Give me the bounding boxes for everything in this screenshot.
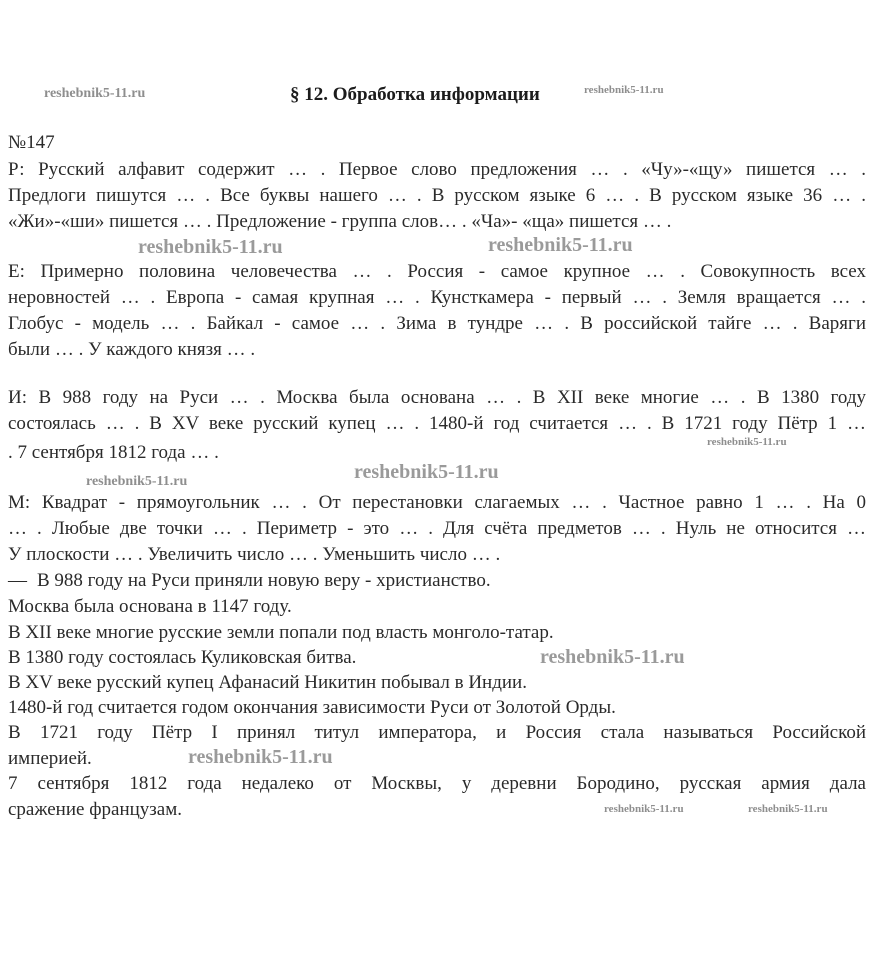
- text-line: «Жи»-«ши» пишется … . Предложение - группа слов… . «Ча»- «ща» пишется … .: [8, 211, 672, 232]
- text-line: Глобус - модель … . Байкал - самое … . Зима в тундре … . В российской тайге … . Варяги: [8, 313, 866, 334]
- watermark: reshebnik5-11.ru: [604, 803, 684, 815]
- text-line: были … . У каждого князя … .: [8, 339, 256, 360]
- page-title: § 12. Обработка информации: [290, 84, 540, 105]
- answer-line: В XII веке многие русские земли попали под власть монголо-татар.: [8, 622, 554, 643]
- text-line: Е: Примерно половина человечества … . Россия - самое крупное … . Совокупность всех: [8, 261, 866, 282]
- watermark: reshebnik5-11.ru: [86, 474, 188, 489]
- dash: —: [8, 570, 27, 591]
- watermark: reshebnik5-11.ru: [138, 236, 283, 258]
- watermark: reshebnik5-11.ru: [584, 84, 664, 96]
- text-line: Р: Русский алфавит содержит … . Первое слово предложения … . «Чу»-«щу» пишется … .: [8, 159, 866, 180]
- answer-line: империей.: [8, 748, 92, 769]
- watermark: reshebnik5-11.ru: [354, 461, 499, 483]
- answer-line: сражение французам.: [8, 799, 182, 820]
- answer-line: 1480-й год считается годом окончания зависимости Руси от Золотой Орды.: [8, 697, 616, 718]
- text-line: состоялась … . В XV веке русский купец … . 1480-й год считается … . В 1721 году Пётр 1 …: [8, 413, 866, 434]
- text-line: … . Любые две точки … . Периметр - это … . Для счёта предметов … . Нуль не относится …: [8, 518, 866, 539]
- answer-line: В 1380 году состоялась Куликовская битва.: [8, 647, 357, 668]
- text-line: У плоскости … . Увеличить число … . Уменьшить число … .: [8, 544, 501, 565]
- text-line: М: Квадрат - прямоугольник … . От перестановки слагаемых … . Частное равно 1 … . На 0: [8, 492, 866, 513]
- text-line: . 7 сентября 1812 года … .: [8, 442, 219, 463]
- answer-text: В 988 году на Руси приняли новую веру - христианство.: [37, 570, 491, 591]
- answer-line: 7 сентября 1812 года недалеко от Москвы, у деревни Бородино, русская армия дала: [8, 773, 866, 794]
- text-line: неровностей … . Европа - самая крупная … . Кунсткамера - первый … . Земля вращается … .: [8, 287, 866, 308]
- watermark: reshebnik5-11.ru: [707, 436, 787, 448]
- text-line: Предлоги пишутся … . Все буквы нашего … . В русском языке 6 … . В русском языке 36 … .: [8, 185, 866, 206]
- watermark: reshebnik5-11.ru: [188, 746, 333, 768]
- watermark: reshebnik5-11.ru: [540, 646, 685, 668]
- answer-line: В 1721 году Пётр I принял титул императора, и Россия стала называться Российской: [8, 722, 866, 743]
- watermark: reshebnik5-11.ru: [748, 803, 828, 815]
- answer-line: В XV веке русский купец Афанасий Никитин побывал в Индии.: [8, 672, 527, 693]
- watermark: reshebnik5-11.ru: [44, 86, 146, 101]
- text-line: И: В 988 году на Руси … . Москва была основана … . В XII веке многие … . В 1380 году: [8, 387, 866, 408]
- task-number: №147: [8, 132, 55, 153]
- answer-first-line: [8, 568, 866, 593]
- answer-line: Москва была основана в 1147 году.: [8, 596, 292, 617]
- watermark: reshebnik5-11.ru: [488, 234, 633, 256]
